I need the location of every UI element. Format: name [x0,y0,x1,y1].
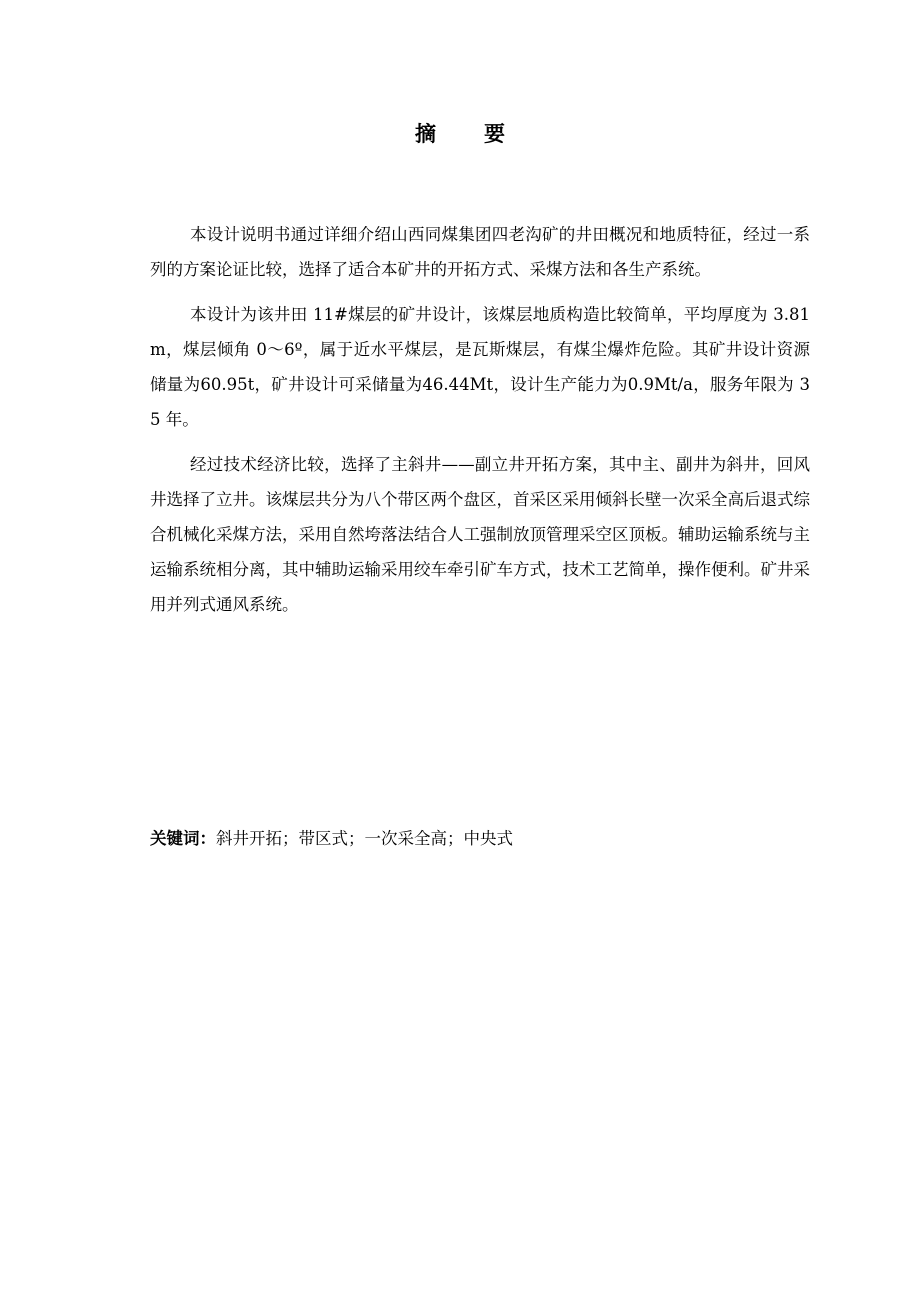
abstract-paragraph-3: 经过技术经济比较，选择了主斜井——副立井开拓方案，其中主、副井为斜井，回风井选择了立井。该煤层共分为八个带区两个盘区，首采区采用倾斜长壁一次采全高后退式综合机械化采煤方法，采用自然垮落法结合人工强制放顶管理采空区顶板。辅助运输系统与主运输系统相分离，其中辅助运输采用绞车牵引矿车方式，技术工艺简单，操作便利。矿井采用并列式通风系统。 [150,455,810,614]
abstract-title-char-1: 摘 [415,122,436,146]
abstract-paragraph-1: 本设计说明书通过详细介绍山西同煤集团四老沟矿的井田概况和地质特征，经过一系列的方案论证比较，选择了适合本矿井的开拓方式、采煤方法和各生产系统。 [150,225,810,279]
abstract-title [0,118,920,148]
keywords-label: 关键词： [150,829,216,848]
abstract-body [150,217,810,632]
keywords-text: 斜井开拓；带区式；一次采全高；中央式 [216,829,513,848]
abstract-title-char-2: 要 [484,122,505,146]
keywords-line [150,826,810,852]
abstract-paragraph-2: 本设计为该井田 11#煤层的矿井设计，该煤层地质构造比较简单，平均厚度为 3.81m，煤层倾角 0～6º，属于近水平煤层，是瓦斯煤层，有煤尘爆炸危险。其矿井设计资源储量为60.95t，矿井设计可采储量为46.44Mt，设计生产能力为0.9Mt/a，服务年限为 35 年。 [150,305,810,429]
